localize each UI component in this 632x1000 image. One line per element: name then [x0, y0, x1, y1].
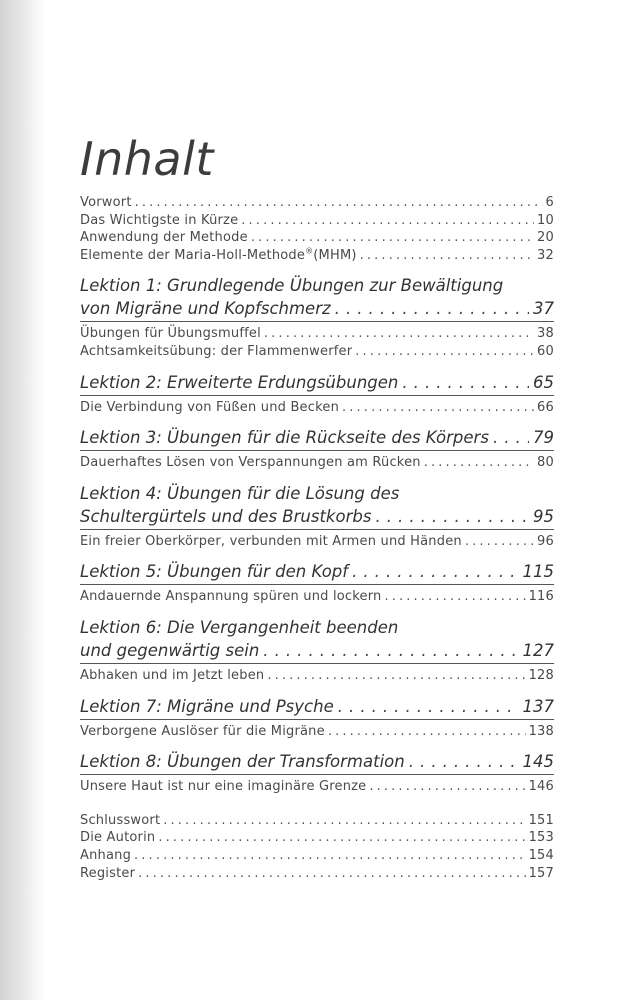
lesson-page-number: 145 — [522, 752, 554, 772]
toc-entry-label: Verborgene Auslöser für die Migräne — [80, 723, 325, 739]
toc-entry-page: 66 — [537, 399, 554, 415]
toc-entry-page: 128 — [528, 667, 554, 683]
dot-leader — [335, 297, 529, 320]
lesson-title-line2: Lektion 5: Übungen für den Kopf — [80, 562, 349, 582]
lesson-section — [80, 371, 554, 417]
toc-entry-page: 20 — [537, 230, 554, 246]
dot-leader — [355, 343, 534, 361]
dot-leader — [424, 454, 534, 472]
toc-entry[interactable] — [80, 533, 554, 551]
lesson-heading[interactable] — [80, 482, 554, 530]
toc-entry-label-main: Elemente der Maria-Holl-Methode — [80, 247, 306, 263]
dot-leader — [241, 212, 534, 230]
lesson-heading[interactable] — [80, 616, 554, 664]
toc-entry[interactable] — [80, 247, 554, 265]
lesson-page-number: 65 — [533, 372, 554, 392]
toc-entry-label: Dauerhaftes Lösen von Verspannungen am Rücken — [80, 455, 421, 471]
toc-entry-label: Abhaken und im Jetzt leben — [80, 667, 265, 683]
toc-entry[interactable] — [80, 343, 554, 361]
lesson-section — [80, 426, 554, 472]
dot-leader — [134, 847, 526, 865]
toc-entry-page: 80 — [537, 455, 554, 471]
toc-entry[interactable] — [80, 667, 554, 685]
toc-entry[interactable] — [80, 588, 554, 606]
toc-entry-label: Unsere Haut ist nur eine imaginäre Grenze — [80, 779, 367, 795]
lesson-heading[interactable] — [80, 274, 554, 322]
toc-entry-label: Achtsamkeitsübung: der Flammenwerfer — [80, 343, 353, 359]
lesson-title-row — [80, 639, 554, 662]
toc-entry[interactable] — [80, 812, 554, 830]
dot-leader — [409, 750, 519, 773]
lesson-title-line1: Lektion 6: Die Vergangenheit beenden — [80, 617, 399, 637]
page-title: Inhalt — [80, 132, 214, 186]
toc-entry[interactable] — [80, 325, 554, 343]
toc-entry-page: 96 — [537, 533, 554, 549]
back-matter-list — [80, 812, 554, 882]
lesson-heading[interactable] — [80, 560, 554, 585]
toc-entry-label-suffix: (MHM) — [313, 247, 357, 263]
dot-leader — [342, 399, 534, 417]
dot-leader — [402, 371, 529, 394]
lesson-title-row — [80, 695, 554, 718]
lesson-page-number: 79 — [533, 428, 554, 448]
toc-page — [80, 128, 554, 882]
dot-leader — [360, 247, 534, 265]
lessons-list — [80, 274, 554, 795]
lesson-title-row — [80, 560, 554, 583]
toc-entry-label: Anhang — [80, 847, 132, 863]
toc-entry-page: 116 — [528, 589, 554, 605]
lesson-title-row — [80, 426, 554, 449]
lesson-title-line2: Lektion 3: Übungen für die Rückseite des Körpers — [80, 428, 489, 448]
toc-entry-page: 10 — [537, 212, 554, 228]
dot-leader — [264, 325, 534, 343]
lesson-section — [80, 482, 554, 551]
toc-entry[interactable] — [80, 723, 554, 741]
dot-leader — [493, 426, 529, 449]
toc-entry[interactable] — [80, 454, 554, 472]
lesson-heading[interactable] — [80, 695, 554, 720]
front-matter-list — [80, 194, 554, 264]
lesson-section — [80, 616, 554, 685]
lesson-page-number: 137 — [522, 696, 554, 716]
dot-leader — [369, 778, 525, 796]
lesson-title-line2: von Migräne und Kopfschmerz — [80, 299, 331, 319]
dot-leader — [352, 560, 518, 583]
lesson-section — [80, 695, 554, 741]
book-gutter-shadow — [0, 0, 46, 1000]
toc-entry-page: 153 — [528, 830, 554, 846]
toc-entry[interactable] — [80, 778, 554, 796]
lesson-title-row — [80, 297, 554, 320]
toc-entry-label: Anwendung der Methode — [80, 230, 248, 246]
lesson-title-line2: Lektion 8: Übungen der Transformation — [80, 752, 405, 772]
lesson-title-row — [80, 505, 554, 528]
dot-leader — [338, 695, 519, 718]
toc-entry[interactable] — [80, 847, 554, 865]
dot-leader — [328, 723, 526, 741]
toc-entry[interactable] — [80, 229, 554, 247]
toc-entry-label: Register — [80, 865, 136, 881]
dot-leader — [251, 229, 534, 247]
lesson-page-number: 95 — [533, 506, 554, 526]
lesson-title-line1: Lektion 1: Grundlegende Übungen zur Bewältigung — [80, 276, 504, 296]
lesson-title-line2: Lektion 7: Migräne und Psyche — [80, 696, 334, 716]
dot-leader — [384, 588, 525, 606]
dot-leader — [263, 639, 518, 662]
toc-entry-label — [80, 247, 357, 265]
lesson-section — [80, 750, 554, 796]
dot-leader — [158, 829, 525, 847]
toc-entry-page: 38 — [537, 326, 554, 342]
dot-leader — [375, 505, 529, 528]
dot-leader — [465, 533, 534, 551]
lesson-title-row — [80, 750, 554, 773]
lesson-title-line1: Lektion 4: Übungen für die Lösung des — [80, 483, 400, 503]
lesson-page-number: 127 — [522, 640, 554, 660]
toc-entry-label: Übungen für Übungsmuffel — [80, 326, 261, 342]
toc-entry-page: 146 — [528, 779, 554, 795]
toc-entry-page: 6 — [545, 195, 554, 210]
lesson-section — [80, 274, 554, 360]
toc-entry-label: Schlusswort — [80, 812, 161, 828]
toc-entry[interactable] — [80, 399, 554, 417]
lesson-section — [80, 560, 554, 606]
toc-entry-page: 157 — [528, 865, 554, 881]
toc-entry-label: Ein freier Oberkörper, verbunden mit Armen und Händen — [80, 533, 462, 549]
toc-entry-label: Das Wichtigste in Kürze — [80, 212, 239, 228]
lesson-title-line2: Schultergürtels und des Brustkorbs — [80, 506, 372, 526]
dot-leader — [138, 865, 525, 883]
toc-entry-label: Die Verbindung von Füßen und Becken — [80, 399, 340, 415]
lesson-title-line2: Lektion 2: Erweiterte Erdungsübungen — [80, 372, 399, 392]
registered-mark: ® — [305, 246, 314, 256]
toc-entry[interactable] — [80, 212, 554, 230]
toc-entry[interactable] — [80, 194, 554, 212]
dot-leader — [163, 812, 525, 830]
toc-entry-page: 60 — [537, 343, 554, 359]
toc-entry-label: Andauernde Anspannung spüren und lockern — [80, 589, 382, 605]
toc-entry[interactable] — [80, 865, 554, 883]
toc-entry-page: 151 — [528, 812, 554, 828]
dot-leader — [267, 667, 525, 685]
toc-entry[interactable] — [80, 829, 554, 847]
toc-entry-page: 32 — [537, 247, 554, 263]
lesson-title-line2: und gegenwärtig sein — [80, 640, 260, 660]
lesson-heading[interactable] — [80, 750, 554, 775]
toc-entry-label: Vorwort — [80, 195, 132, 210]
lesson-heading[interactable] — [80, 371, 554, 396]
toc-entry-page: 138 — [528, 723, 554, 739]
toc-entry-label: Die Autorin — [80, 830, 156, 846]
dot-leader — [135, 194, 543, 212]
toc-entry-page: 154 — [528, 847, 554, 863]
lesson-page-number: 115 — [522, 562, 554, 582]
lesson-title-row — [80, 371, 554, 394]
lesson-heading[interactable] — [80, 426, 554, 451]
lesson-page-number: 37 — [533, 299, 554, 319]
